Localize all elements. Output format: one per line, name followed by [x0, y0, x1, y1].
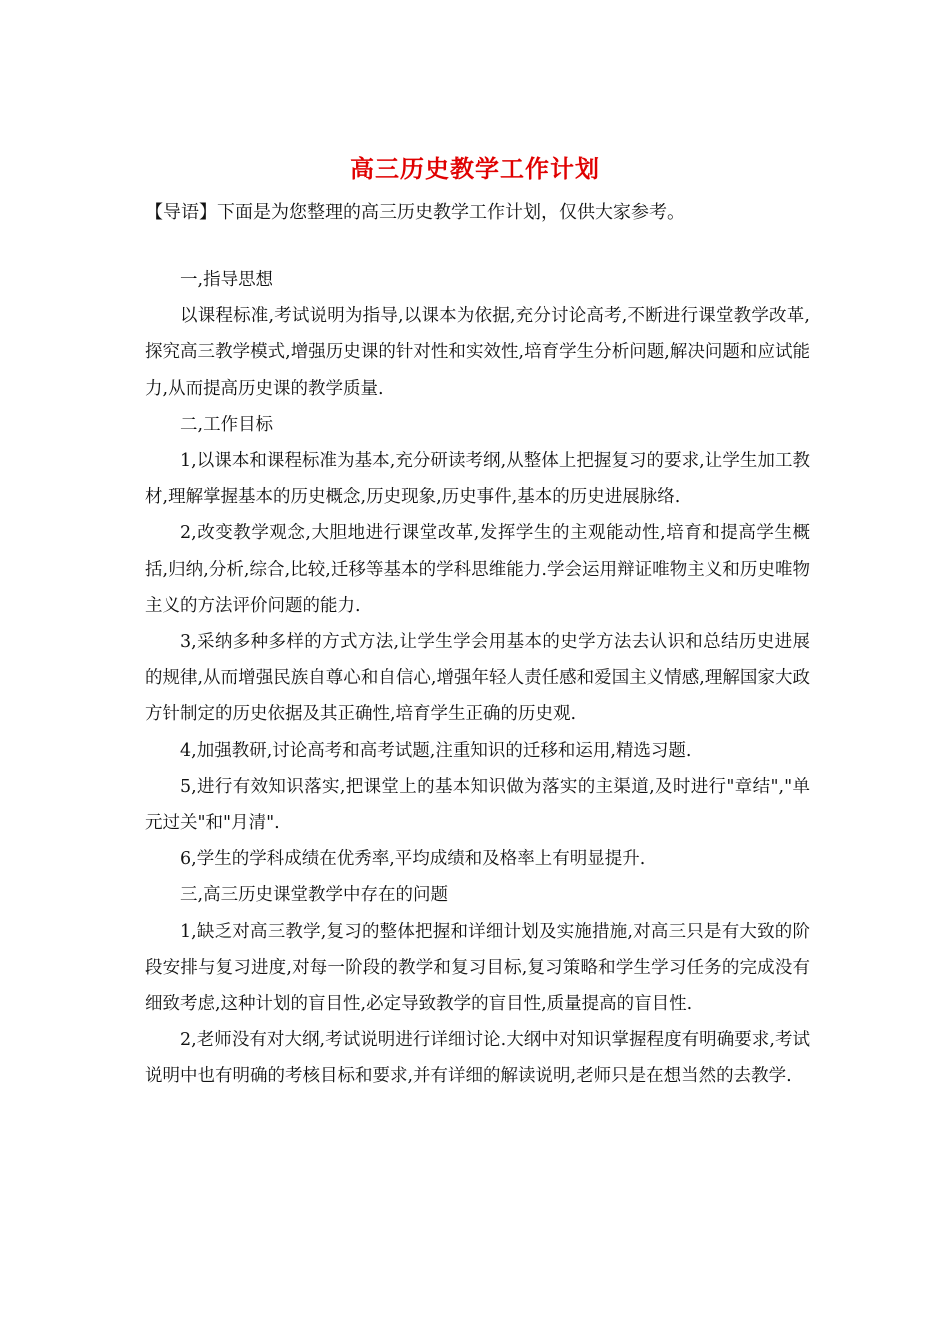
body-paragraph: 3,采纳多种多样的方式方法,让学生学会用基本的史学方法去认识和总结历史进展的规律,从而增强民族自尊心和自信心,增强年轻人责任感和爱国主义情感,理解国家大政方针制定的历史依据及其正确性,培育学生正确的历史观.: [145, 632, 810, 725]
body-paragraph: 2,改变教学观念,大胆地进行课堂改革,发挥学生的主观能动性,培育和提高学生概括,归纳,分析,综合,比较,迁移等基本的学科思维能力.学会运用辩证唯物主义和历史唯物主义的方法评价问题的能力.: [145, 523, 810, 616]
body-paragraph: 2,老师没有对大纲,考试说明进行详细讨论.大纲中对知识掌握程度有明确要求,考试说明中也有明确的考核目标和要求,并有详细的解读说明,老师只是在想当然的去教学.: [145, 1030, 810, 1087]
body-paragraph: 1,以课本和课程标准为基本,充分研读考纲,从整体上把握复习的要求,让学生加工教材,理解掌握基本的历史概念,历史现象,历史事件,基本的历史进展脉络.: [145, 451, 810, 508]
body-paragraph: 4,加强教研,讨论高考和高考试题,注重知识的迁移和运用,精选习题.: [180, 740, 692, 761]
section-heading: 三,高三历史课堂教学中存在的问题: [180, 885, 449, 906]
body-paragraph: 5,进行有效知识落实,把课堂上的基本知识做为落实的主渠道,及时进行"章结","单元过关"和"月清".: [145, 776, 810, 834]
section-heading: 一,指导思想: [180, 270, 274, 290]
body-paragraph: 6,学生的学科成绩在优秀率,平均成绩和及格率上有明显提升.: [180, 849, 646, 870]
document-title: 高三历史教学工作计划: [350, 154, 600, 183]
document-intro: 【导语】下面是为您整理的高三历史教学工作计划，仅供大家参考。: [145, 202, 685, 223]
document-body: [145, 262, 810, 1095]
section-heading: 二,工作目标: [180, 414, 274, 435]
body-paragraph: 以课程标准,考试说明为指导,以课本为依据,充分讨论高考,不断进行课堂教学改革,探究高三教学模式,增强历史课的针对性和实效性,培育学生分析问题,解决问题和应试能力,从而提高历史课的教学质量.: [145, 306, 810, 399]
body-paragraph: 1,缺乏对高三教学,复习的整体把握和详细计划及实施措施,对高三只是有大致的阶段安排与复习进度,对每一阶段的教学和复习目标,复习策略和学生学习任务的完成没有细致考虑,这种计划的盲目性,必定导致教学的盲目性,质量提高的盲目性.: [145, 921, 810, 1015]
